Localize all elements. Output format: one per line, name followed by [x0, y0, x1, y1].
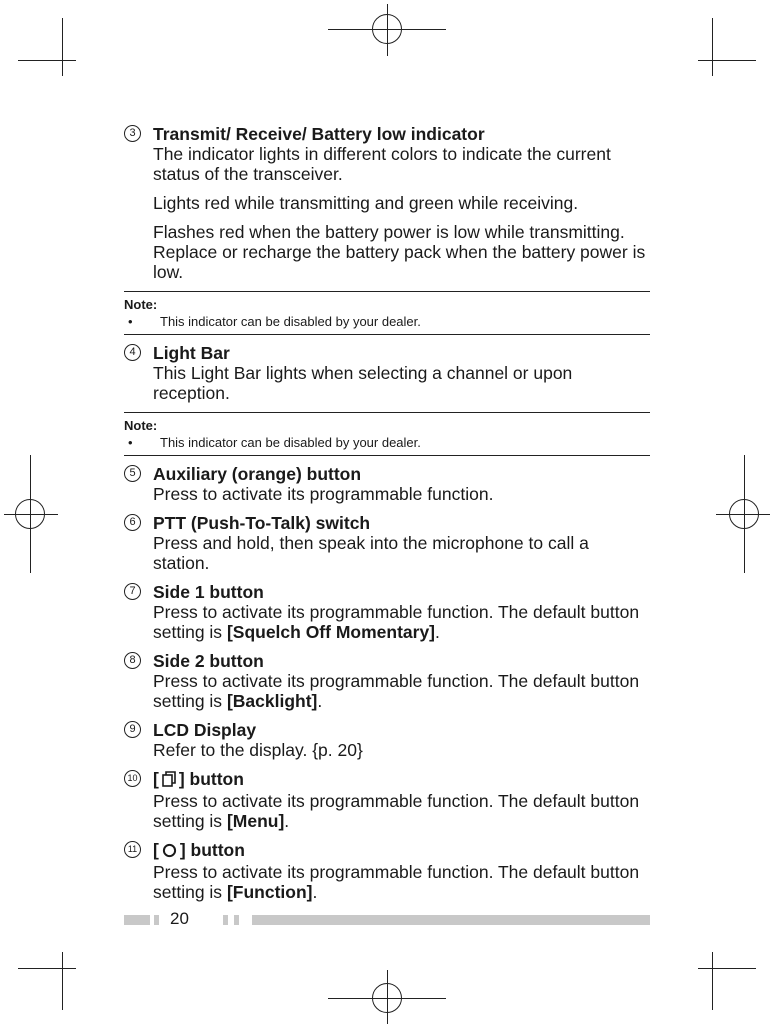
default-setting: [Function] [226, 882, 313, 902]
item-number: 11 [124, 841, 141, 858]
item-number: 7 [124, 583, 141, 600]
item-text: Flashes red when the battery power is low while transmitting. Replace or recharge the battery pack when the battery power is low. [153, 222, 646, 282]
item-side2-button [124, 651, 650, 711]
item-title: Side 1 button [153, 582, 264, 602]
item-menu-button [124, 769, 650, 831]
item-number: 10 [124, 770, 141, 787]
footer-bar-segment [223, 915, 228, 925]
note-box [124, 412, 650, 456]
bracket-open: [ [153, 840, 159, 860]
item-light-bar [124, 343, 650, 403]
item-number: 4 [124, 344, 141, 361]
item-number: 8 [124, 652, 141, 669]
item-text-before: Press to activate its programmable function. The default button setting is [153, 602, 640, 642]
bracket-close: ] button [178, 769, 244, 789]
item-title: Light Bar [153, 343, 230, 363]
item-title: Side 2 button [153, 651, 264, 671]
item-text: Lights red while transmitting and green while receiving. [153, 193, 579, 213]
item-text [153, 791, 650, 831]
footer-bar-segment [124, 915, 150, 925]
item-number: 3 [124, 125, 141, 142]
item-number: 9 [124, 721, 141, 738]
footer-bar-segment [234, 915, 239, 925]
footer-bar-segment [154, 915, 159, 925]
item-title: PTT (Push-To-Talk) switch [153, 513, 371, 533]
item-title [153, 840, 650, 862]
item-auxiliary-button [124, 464, 650, 504]
page-number: 20 [170, 909, 189, 928]
parts-description [124, 124, 650, 911]
footer-bar-long [252, 915, 650, 925]
item-text-before: Press to activate its programmable function. The default button setting is [153, 671, 640, 711]
item-text [153, 602, 650, 642]
item-text-before: Press to activate its programmable function. The default button setting is [153, 791, 640, 831]
bullet-icon: • [128, 314, 133, 329]
bracket-open: [ [153, 769, 159, 789]
item-text: Refer to the display. {p. 20} [153, 740, 363, 760]
function-circle-icon [162, 842, 177, 862]
item-text: Press to activate its programmable function. [153, 484, 494, 504]
item-text-after: . [435, 622, 440, 642]
menu-button-icon [162, 771, 176, 791]
item-text-after: . [312, 882, 318, 902]
item-text-after: . [317, 691, 323, 711]
default-setting: [Backlight] [226, 691, 318, 711]
note-box [124, 291, 650, 335]
item-title [153, 769, 650, 791]
item-transmit-indicator [124, 124, 650, 282]
note-text: This indicator can be disabled by your dealer. [160, 314, 421, 329]
item-text [153, 671, 650, 711]
item-number: 5 [124, 465, 141, 482]
item-title: LCD Display [153, 720, 257, 740]
item-ptt-switch [124, 513, 650, 573]
note-bullet [124, 434, 650, 451]
default-setting: [Menu] [226, 811, 285, 831]
item-text-before: Press to activate its programmable function. The default button setting is [153, 862, 640, 902]
note-label: Note: [124, 297, 158, 312]
item-text-after: . [284, 811, 290, 831]
note-label: Note: [124, 418, 158, 433]
item-number: 6 [124, 514, 141, 531]
item-text [153, 862, 650, 902]
item-title: Transmit/ Receive/ Battery low indicator [153, 124, 485, 144]
note-bullet [124, 313, 650, 330]
bullet-icon: • [128, 435, 133, 450]
item-side1-button [124, 582, 650, 642]
item-text: Press and hold, then speak into the microphone to call a station. [153, 533, 589, 573]
item-title: Auxiliary (orange) button [153, 464, 362, 484]
default-setting: [Squelch Off Momentary] [226, 622, 436, 642]
item-lcd-display [124, 720, 650, 760]
note-text: This indicator can be disabled by your dealer. [160, 435, 421, 450]
item-function-button [124, 840, 650, 902]
page-footer [124, 909, 650, 930]
bracket-close: ] button [179, 840, 245, 860]
item-text: The indicator lights in different colors to indicate the current status of the transceiver. [153, 144, 611, 184]
item-text: This Light Bar lights when selecting a channel or upon reception. [153, 363, 573, 403]
